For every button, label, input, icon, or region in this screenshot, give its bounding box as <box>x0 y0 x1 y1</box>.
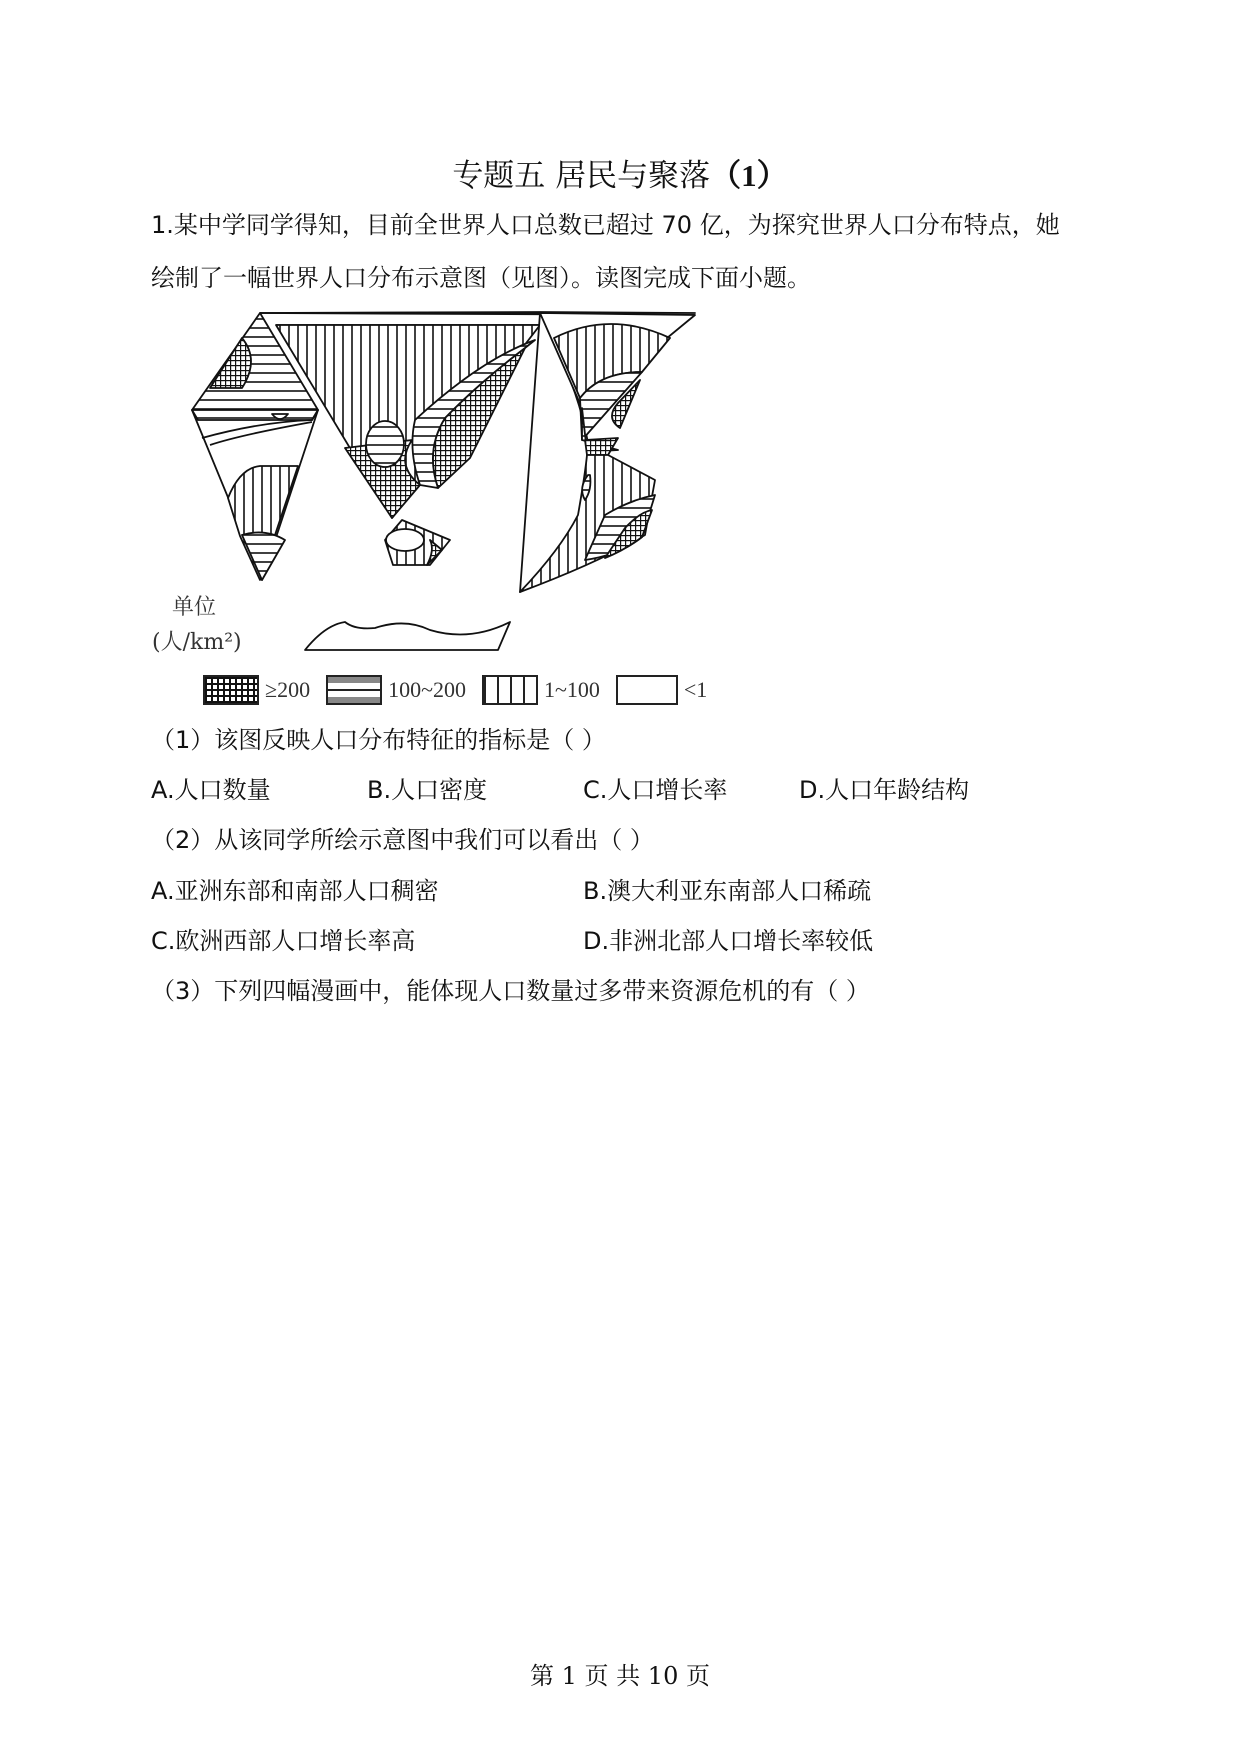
option-1-a: A.人口数量 <box>151 776 271 804</box>
option-1-c: C.人口增长率 <box>583 776 728 804</box>
legend-swatch-grid <box>203 675 259 705</box>
page-title <box>0 150 1240 195</box>
question-intro-line-2: 绘制了一幅世界人口分布示意图（见图）。读图完成下面小题。 <box>151 264 811 292</box>
option-1-d: D.人口年龄结构 <box>799 776 970 804</box>
legend-label: ≥200 <box>265 677 311 702</box>
question-intro-line-1: 1.某中学同学得知，目前全世界人口总数已超过 70 亿，为探究世界人口分布特点，她 <box>151 211 1060 239</box>
legend-swatch-horizontal <box>326 675 382 705</box>
sub-question-1-stem: （1）该图反映人口分布特征的指标是（ ） <box>151 726 606 754</box>
title-main: 专题五 居民与聚落 <box>452 158 711 194</box>
title-number: （1） <box>710 158 788 193</box>
page-footer: 第 1 页 共 10 页 <box>530 1662 710 1690</box>
legend-label: 100~200 <box>388 677 466 702</box>
sub-question-3-stem: （3）下列四幅漫画中，能体现人口数量过多带来资源危机的有（ ） <box>151 977 870 1005</box>
sub-question-2-stem: （2）从该同学所绘示意图中我们可以看出（ ） <box>151 826 654 854</box>
option-2-c: C.欧洲西部人口增长率高 <box>151 927 416 955</box>
option-2-d: D.非洲北部人口增长率较低 <box>583 927 874 955</box>
option-1-b: B.人口密度 <box>367 776 488 804</box>
legend-label: 1~100 <box>543 677 600 702</box>
world-population-map <box>180 300 740 720</box>
map-legend <box>203 673 717 707</box>
legend-label: <1 <box>683 677 708 702</box>
option-2-a: A.亚洲东部和南部人口稠密 <box>151 877 439 905</box>
unit-value: (人/km²) <box>152 630 242 655</box>
option-2-b: B.澳大利亚东南部人口稀疏 <box>583 877 872 905</box>
legend-swatch-blank <box>616 675 678 705</box>
legend-swatch-vertical <box>482 675 538 705</box>
unit-label: 单位 <box>172 595 217 620</box>
